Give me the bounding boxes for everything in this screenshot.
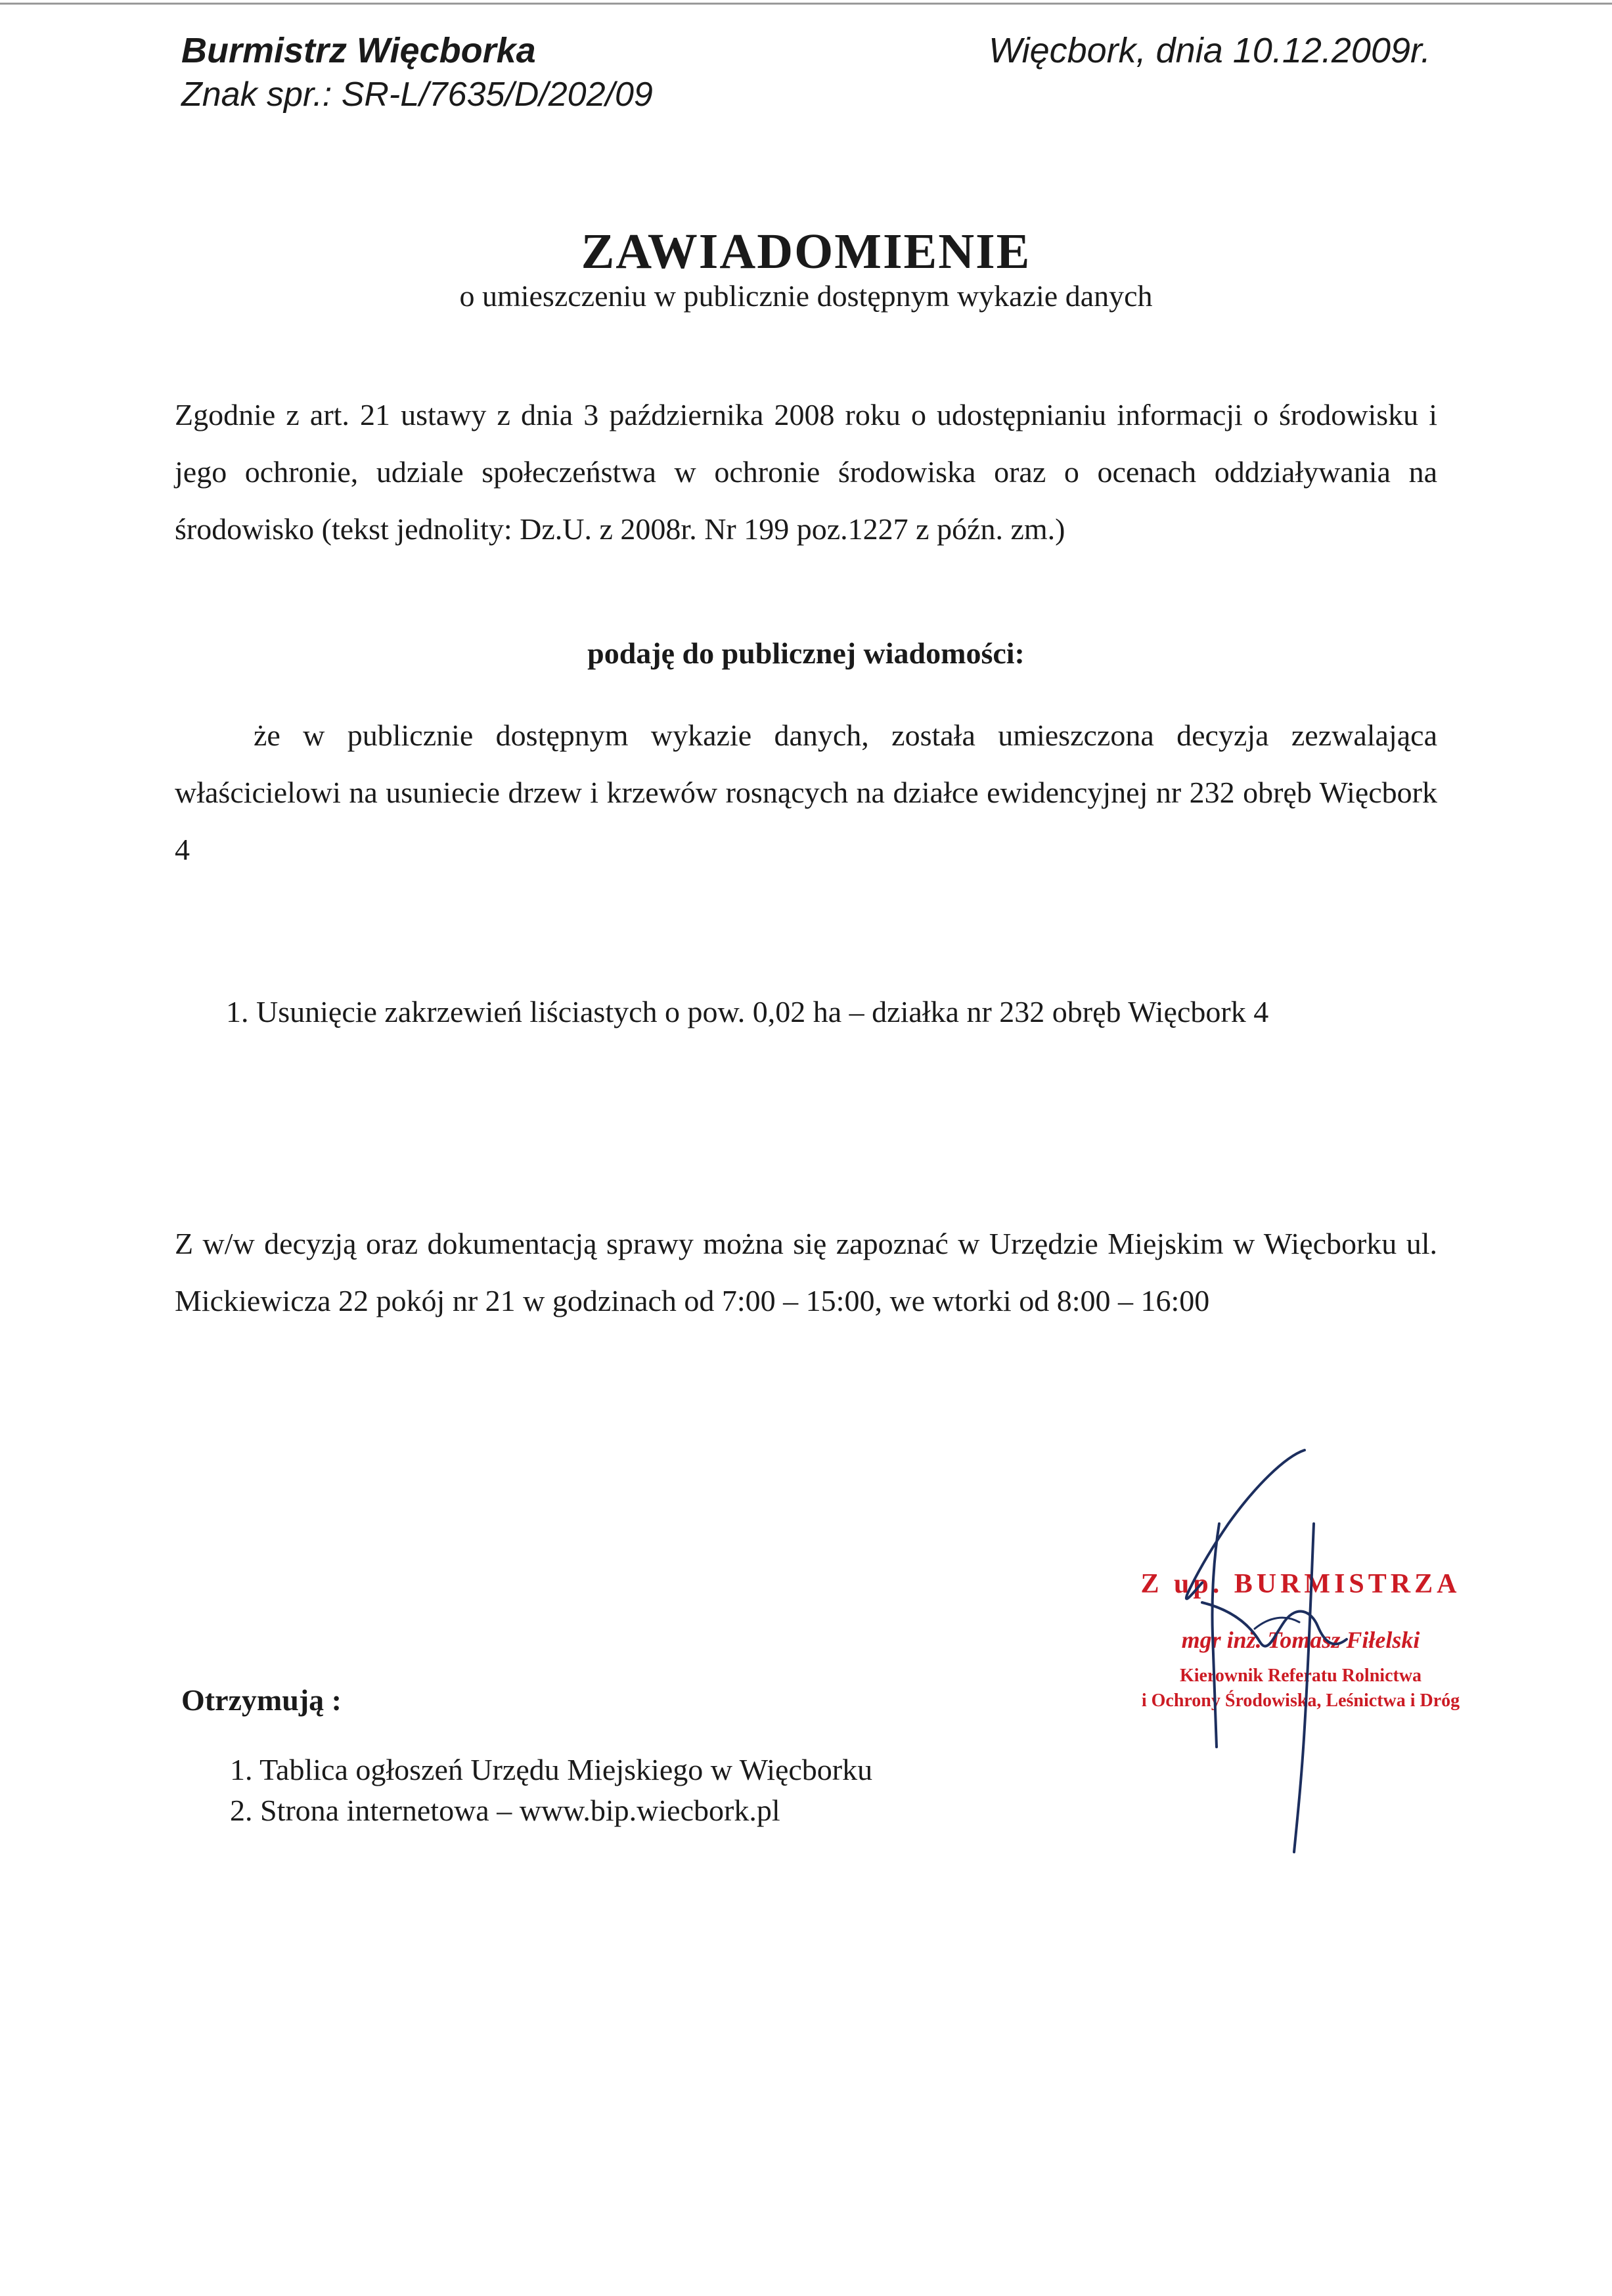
stamp-official-name: mgr inż. Tomasz Fiłelski <box>1181 1627 1420 1653</box>
legal-basis-paragraph: Zgodnie z art. 21 ustawy z dnia 3 października 2008 roku o udostępnianiu informacji o środowisku i jego ochronie, udziale społeczeństwa w ochronie środowiska oraz o ocenach oddziaływania na środowisko (tekst jednolity: Dz.U. z 2008r. Nr 199 poz.1227 z późn. zm.) <box>175 398 1437 546</box>
stamp-role-line-1: Kierownik Referatu Rolnictwa <box>1179 1666 1422 1686</box>
document-subtitle: o umieszczeniu w publicznie dostępnym wykazie danych <box>459 279 1153 313</box>
top-border-line <box>0 3 1612 5</box>
stamp-role-line-2: i Ochrony Środowiska, Leśnictwa i Dróg <box>1141 1690 1460 1711</box>
recipient-item: 1. Tablica ogłoszeń Urzędu Miejskiego w Więcborku <box>230 1753 873 1786</box>
place-and-date: Więcbork, dnia 10.12.2009r. <box>989 31 1431 70</box>
announcement-heading: podaję do publicznej wiadomości: <box>587 636 1025 670</box>
decision-paragraph: że w publicznie dostępnym wykazie danych, została umieszczona decyzja zezwalająca właścicielowi na usuniecie drzew i krzewów rosnących na działce ewidencyjnej nr 232 obręb Więcbork 4 <box>175 718 1437 866</box>
recipients-list <box>230 1750 872 1831</box>
recipients-heading: Otrzymują : <box>181 1683 342 1717</box>
decision-item: 1. Usunięcie zakrzewień liściastych o pow. 0,02 ha – działka nr 232 obręb Więcbork 4 <box>226 995 1269 1028</box>
contact-paragraph: Z w/w decyzją oraz dokumentacją sprawy można się zapoznać w Urzędzie Miejskim w Więcborku ul. Mickiewicza 22 pokój nr 21 w godzinach od 7:00 – 15:00, we wtorki od 8:00 – 16:00 <box>175 1227 1437 1317</box>
handwritten-signature <box>1156 1445 1393 1865</box>
document-title: ZAWIADOMIENIE <box>581 224 1031 279</box>
stamp-title: Z up. BURMISTRZA <box>1140 1569 1461 1599</box>
issuing-authority: Burmistrz Więcborka <box>181 31 536 70</box>
case-reference: Znak spr.: SR-L/7635/D/202/09 <box>181 76 653 114</box>
recipient-item: 2. Strona internetowa – www.bip.wiecbork.pl <box>230 1794 780 1827</box>
decision-items-list <box>226 994 1268 1029</box>
